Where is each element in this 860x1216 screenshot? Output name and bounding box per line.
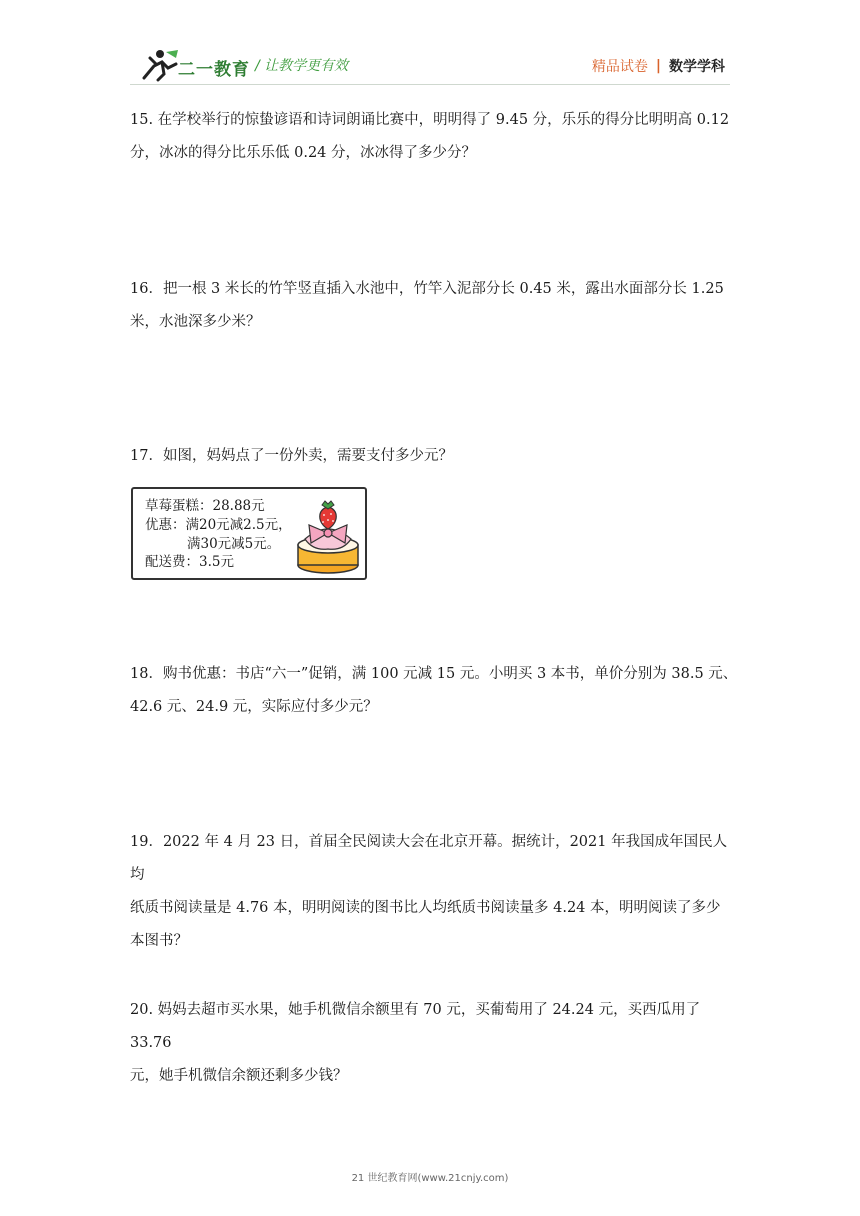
question-16 (130, 273, 740, 339)
question-line: 20. 妈妈去超市买水果，她手机微信余额里有 70 元，买葡萄用了 24.24 元，买西瓜用了 33.76 (130, 1002, 701, 1051)
question-line: 15. 在学校举行的惊蛰谚语和诗词朗诵比赛中，明明得了 9.45 分，乐乐的得分比明明高 0.12 (130, 112, 730, 128)
header-divider (130, 84, 730, 85)
tag-quality-paper: 精品试卷 (591, 59, 648, 75)
question-line: 米，水池深多少米？ (130, 314, 261, 330)
strawberry-cake-icon (293, 499, 363, 575)
cake-price: 草莓蛋糕：28.88元 (145, 498, 265, 514)
brand-slogan: / 让教学更有效 (255, 58, 349, 74)
brand-name: 二一教育 (178, 60, 250, 80)
question-15 (130, 104, 740, 170)
question-17 (130, 440, 740, 473)
question-line: 纸质书阅读量是 4.76 本，明明阅读的图书比人均纸质书阅读量多 4.24 本，明明阅读了多少 (130, 900, 721, 916)
question-line: 18．购书优惠：书店“六一”促销，满 100 元减 15 元。小明买 3 本书，单价分别为 38.5 元、 (130, 666, 738, 682)
question-line: 分，冰冰的得分比乐乐低 0.24 分，冰冰得了多少分？ (130, 145, 477, 161)
takeout-order-figure (131, 487, 367, 580)
discount-line-2: 满30元减5元。 (187, 536, 281, 552)
question-line: 本图书？ (130, 933, 188, 949)
question-line: 17．如图，妈妈点了一份外卖，需要支付多少元？ (130, 448, 453, 464)
page-footer: 21 世纪教育网(www.21cnjy.com) (351, 1173, 509, 1184)
question-20 (130, 994, 740, 1093)
delivery-fee: 配送费：3.5元 (145, 554, 234, 570)
question-line: 42.6 元、24.9 元，实际应付多少元？ (130, 699, 378, 715)
question-18 (130, 658, 740, 724)
discount-line-1: 优惠：满20元减2.5元， (145, 517, 292, 533)
question-19 (130, 826, 740, 958)
header-tags (592, 56, 725, 76)
question-line: 元，她手机微信余额还剩多少钱？ (130, 1068, 348, 1084)
question-line: 19．2022 年 4 月 23 日，首届全民阅读大会在北京开幕。据统计，2021 年我国成年国民人均 (130, 834, 728, 883)
question-line: 16．把一根 3 米长的竹竿竖直插入水池中，竹竿入泥部分长 0.45 米，露出水面部分长 1.25 (130, 281, 724, 297)
page-header (0, 0, 860, 90)
tag-subject: 数学学科 (669, 59, 725, 75)
tag-separator: | (655, 58, 661, 74)
